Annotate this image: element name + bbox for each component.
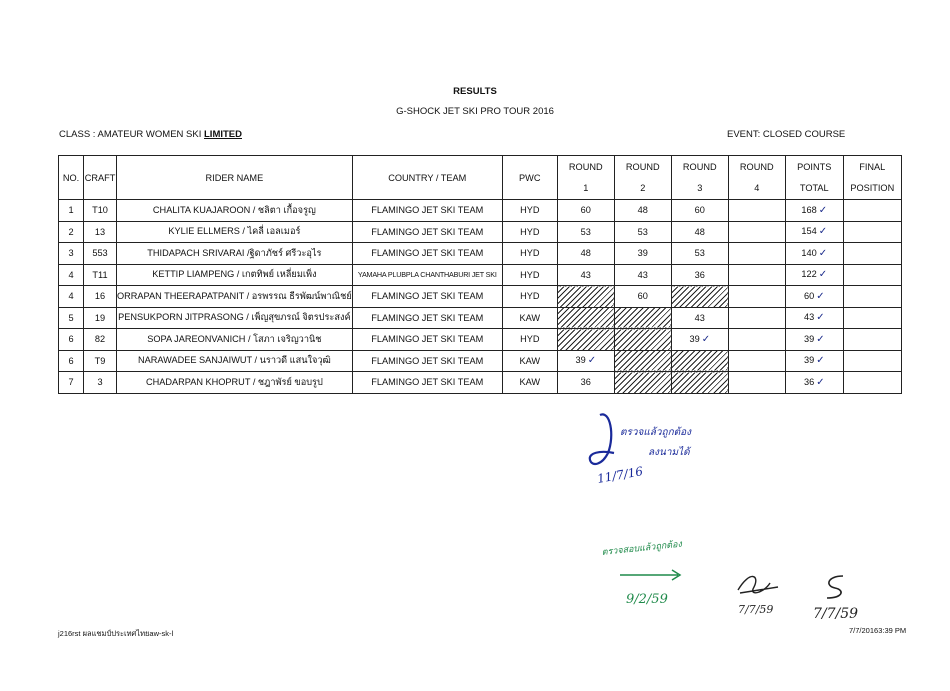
cell-total: [785, 243, 843, 265]
total-value: 36: [803, 376, 815, 387]
cell-craft: T11: [84, 264, 117, 286]
col-header-position: POSITION: [843, 178, 901, 200]
cell-r1: [557, 350, 614, 372]
col-header-r3: 3: [671, 178, 728, 200]
cell-r3-hatched: [671, 286, 728, 308]
cell-total: [785, 221, 843, 243]
cell-pwc: HYD: [502, 243, 557, 265]
cell-total: [785, 372, 843, 394]
cell-r3: 43: [671, 307, 728, 329]
table-row: [59, 200, 902, 222]
cell-final: [843, 243, 901, 265]
cell-no: 4: [59, 264, 84, 286]
cell-final: [843, 307, 901, 329]
cell-r4: [728, 264, 785, 286]
cell-r1: 36: [557, 372, 614, 394]
cell-craft: 16: [84, 286, 117, 308]
cell-team: FLAMINGO JET SKI TEAM: [352, 243, 502, 265]
cell-pwc: HYD: [502, 221, 557, 243]
cell-r1: 43: [557, 264, 614, 286]
cell-r4: [728, 221, 785, 243]
cell-r3: 36: [671, 264, 728, 286]
cell-r4: [728, 200, 785, 222]
col-header-r2: 2: [614, 178, 671, 200]
cell-pwc: HYD: [502, 264, 557, 286]
cell-pwc: HYD: [502, 200, 557, 222]
cell-r4: [728, 372, 785, 394]
cell-total: [785, 307, 843, 329]
table-row: [59, 329, 902, 351]
cell-pwc: HYD: [502, 329, 557, 351]
col-header-team: COUNTRY / TEAM: [352, 156, 502, 200]
cell-craft: T9: [84, 350, 117, 372]
cell-no: 6: [59, 350, 84, 372]
cell-rider: CHALITA KUAJAROON / ชลิตา เกื้อจรูญ: [117, 200, 353, 222]
cell-rider: THIDAPACH SRIVARAI /ฐิดาภัชร์ ศรีวะอุไร: [117, 243, 353, 265]
cell-no: 2: [59, 221, 84, 243]
cell-r3: 53: [671, 243, 728, 265]
cell-rider: SOPA JAREONVANICH / โสภา เจริญวานิช: [117, 329, 353, 351]
cell-rider: PENSUKPORN JITPRASONG / เพ็ญสุขภรณ์ จิตรประสงค์: [117, 307, 353, 329]
col-header-r1: 1: [557, 178, 614, 200]
check-mark-icon: ✓: [818, 226, 828, 238]
cell-r3: 60: [671, 200, 728, 222]
cell-team: FLAMINGO JET SKI TEAM: [352, 307, 502, 329]
cell-craft: 13: [84, 221, 117, 243]
check-mark-icon: ✓: [701, 333, 711, 345]
check-mark-icon: ✓: [587, 355, 597, 367]
cell-pwc: KAW: [502, 372, 557, 394]
cell-final: [843, 264, 901, 286]
col-header-no: NO.: [59, 156, 84, 200]
signature-stroke: [827, 576, 843, 598]
col-header-rider: RIDER NAME: [117, 156, 353, 200]
col-header-points: POINTS: [785, 156, 843, 178]
cell-r2-hatched: [614, 329, 671, 351]
signature-stroke: [738, 576, 778, 593]
check-mark-icon: ✓: [818, 269, 828, 281]
table-row: [59, 350, 902, 372]
cell-r4: [728, 307, 785, 329]
green-date: 9/2/59: [626, 592, 668, 607]
class-prefix: CLASS : AMATEUR WOMEN SKI: [59, 129, 204, 140]
cell-pwc: KAW: [502, 350, 557, 372]
cell-craft: 3: [84, 372, 117, 394]
results-table: [58, 155, 902, 394]
cell-r1-hatched: [557, 307, 614, 329]
check-mark-icon: ✓: [816, 290, 825, 302]
total-value: 60: [803, 290, 815, 301]
cell-total: [785, 329, 843, 351]
cell-rider: NARAWADEE SANJAIWUT / นราวดี แสนใจวุฒิ: [117, 350, 353, 372]
file-label: j216rst ผลแชมป์ประเทศไทยaw-sk-l: [58, 629, 174, 638]
cell-total: [785, 350, 843, 372]
col-header-final: FINAL: [843, 156, 901, 178]
table-row: [59, 307, 902, 329]
cell-r1-hatched: [557, 329, 614, 351]
cell-final: [843, 200, 901, 222]
cell-r1-hatched: [557, 286, 614, 308]
col-header-round3: ROUND: [671, 156, 728, 178]
col-header-pwc: PWC: [502, 156, 557, 200]
results-title: RESULTS: [453, 86, 497, 97]
cell-final: [843, 329, 901, 351]
blue-note-2: ลงนามได้: [648, 447, 690, 458]
r3-value: 39: [689, 333, 700, 344]
total-value: 168: [801, 204, 817, 215]
sig3-date: 7/7/59: [813, 606, 859, 622]
total-value: 43: [803, 312, 815, 323]
cell-r2: 43: [614, 264, 671, 286]
cell-team: FLAMINGO JET SKI TEAM: [352, 286, 502, 308]
total-value: 122: [801, 269, 817, 280]
class-label: [59, 129, 242, 140]
col-header-r4: 4: [728, 178, 785, 200]
event-type: EVENT: CLOSED COURSE: [727, 129, 846, 140]
cell-team: YAMAHA PLUBPLA CHANTHABURI JET SKI: [352, 264, 502, 286]
col-header-round4: ROUND: [728, 156, 785, 178]
green-arrow: [620, 570, 680, 580]
cell-r4: [728, 329, 785, 351]
cell-total: [785, 286, 843, 308]
col-header-round1: ROUND: [557, 156, 614, 178]
cell-r4: [728, 286, 785, 308]
check-mark-icon: ✓: [816, 376, 825, 388]
col-header-round2: ROUND: [614, 156, 671, 178]
cell-r3-hatched: [671, 350, 728, 372]
cell-team: FLAMINGO JET SKI TEAM: [352, 329, 502, 351]
check-mark-icon: ✓: [816, 333, 825, 345]
cell-final: [843, 350, 901, 372]
cell-no: 7: [59, 372, 84, 394]
green-note-text: ตรวจสอบแล้วถูกต้อง: [601, 539, 683, 558]
cell-total: [785, 200, 843, 222]
cell-final: [843, 372, 901, 394]
cell-rider: CHADARPAN KHOPRUT / ชฎาพัรย์ ขอบรูป: [117, 372, 353, 394]
check-mark-icon: ✓: [818, 247, 828, 259]
col-header-total: TOTAL: [785, 178, 843, 200]
cell-r2: 39: [614, 243, 671, 265]
header-row-1: [59, 156, 902, 178]
check-mark-icon: ✓: [816, 312, 825, 324]
blue-date: 11/7/16: [596, 464, 645, 486]
cell-r2: 48: [614, 200, 671, 222]
event-name: G-SHOCK JET SKI PRO TOUR 2016: [396, 106, 554, 117]
cell-final: [843, 286, 901, 308]
cell-pwc: KAW: [502, 307, 557, 329]
signature-stroke: [590, 414, 614, 464]
cell-rider: ORRAPAN THEERAPATPANIT / อรพรรณ ธีรพัฒน์พาณิชย์: [117, 286, 353, 308]
cell-no: 1: [59, 200, 84, 222]
class-limited: LIMITED: [204, 129, 242, 140]
cell-r1: 60: [557, 200, 614, 222]
total-value: 39: [803, 355, 815, 366]
cell-r4: [728, 243, 785, 265]
check-mark-icon: ✓: [816, 355, 825, 367]
cell-r1: 53: [557, 221, 614, 243]
cell-r2-hatched: [614, 307, 671, 329]
cell-no: 4: [59, 286, 84, 308]
cell-r2: 53: [614, 221, 671, 243]
blue-signature: [570, 405, 740, 495]
print-timestamp: 7/7/20163:39 PM: [849, 626, 907, 635]
cell-rider: KETTIP LIAMPENG / เกตทิพย์ เหลี่ยมเพ็ง: [117, 264, 353, 286]
total-value: 154: [801, 226, 817, 237]
green-note: [598, 535, 718, 610]
cell-team: FLAMINGO JET SKI TEAM: [352, 372, 502, 394]
r1-value: 39: [575, 355, 586, 366]
cell-pwc: HYD: [502, 286, 557, 308]
table-row: [59, 286, 902, 308]
total-value: 140: [801, 247, 817, 258]
cell-craft: 553: [84, 243, 117, 265]
cell-craft: T10: [84, 200, 117, 222]
cell-no: 3: [59, 243, 84, 265]
cell-total: [785, 264, 843, 286]
cell-craft: 19: [84, 307, 117, 329]
cell-rider: KYLIE ELLMERS / ไคลี่ เอลเมอร์: [117, 221, 353, 243]
check-mark-icon: ✓: [818, 204, 828, 216]
cell-r2-hatched: [614, 372, 671, 394]
cell-team: FLAMINGO JET SKI TEAM: [352, 350, 502, 372]
cell-craft: 82: [84, 329, 117, 351]
table-row: [59, 264, 902, 286]
table-row: [59, 221, 902, 243]
table-row: [59, 372, 902, 394]
cell-r1: 48: [557, 243, 614, 265]
col-header-craft: CRAFT: [84, 156, 117, 200]
signature-three: [805, 570, 875, 625]
table-row: [59, 243, 902, 265]
cell-r3: 48: [671, 221, 728, 243]
cell-team: FLAMINGO JET SKI TEAM: [352, 200, 502, 222]
cell-r3: [671, 329, 728, 351]
cell-r3-hatched: [671, 372, 728, 394]
sig2-date: 7/7/59: [738, 603, 774, 616]
total-value: 39: [803, 333, 815, 344]
cell-r2: 60: [614, 286, 671, 308]
cell-no: 6: [59, 329, 84, 351]
cell-r2-hatched: [614, 350, 671, 372]
cell-r4: [728, 350, 785, 372]
signature-two: [730, 565, 790, 620]
cell-no: 5: [59, 307, 84, 329]
blue-note-1: ตรวจแล้วถูกต้อง: [620, 427, 692, 438]
cell-final: [843, 221, 901, 243]
cell-team: FLAMINGO JET SKI TEAM: [352, 221, 502, 243]
